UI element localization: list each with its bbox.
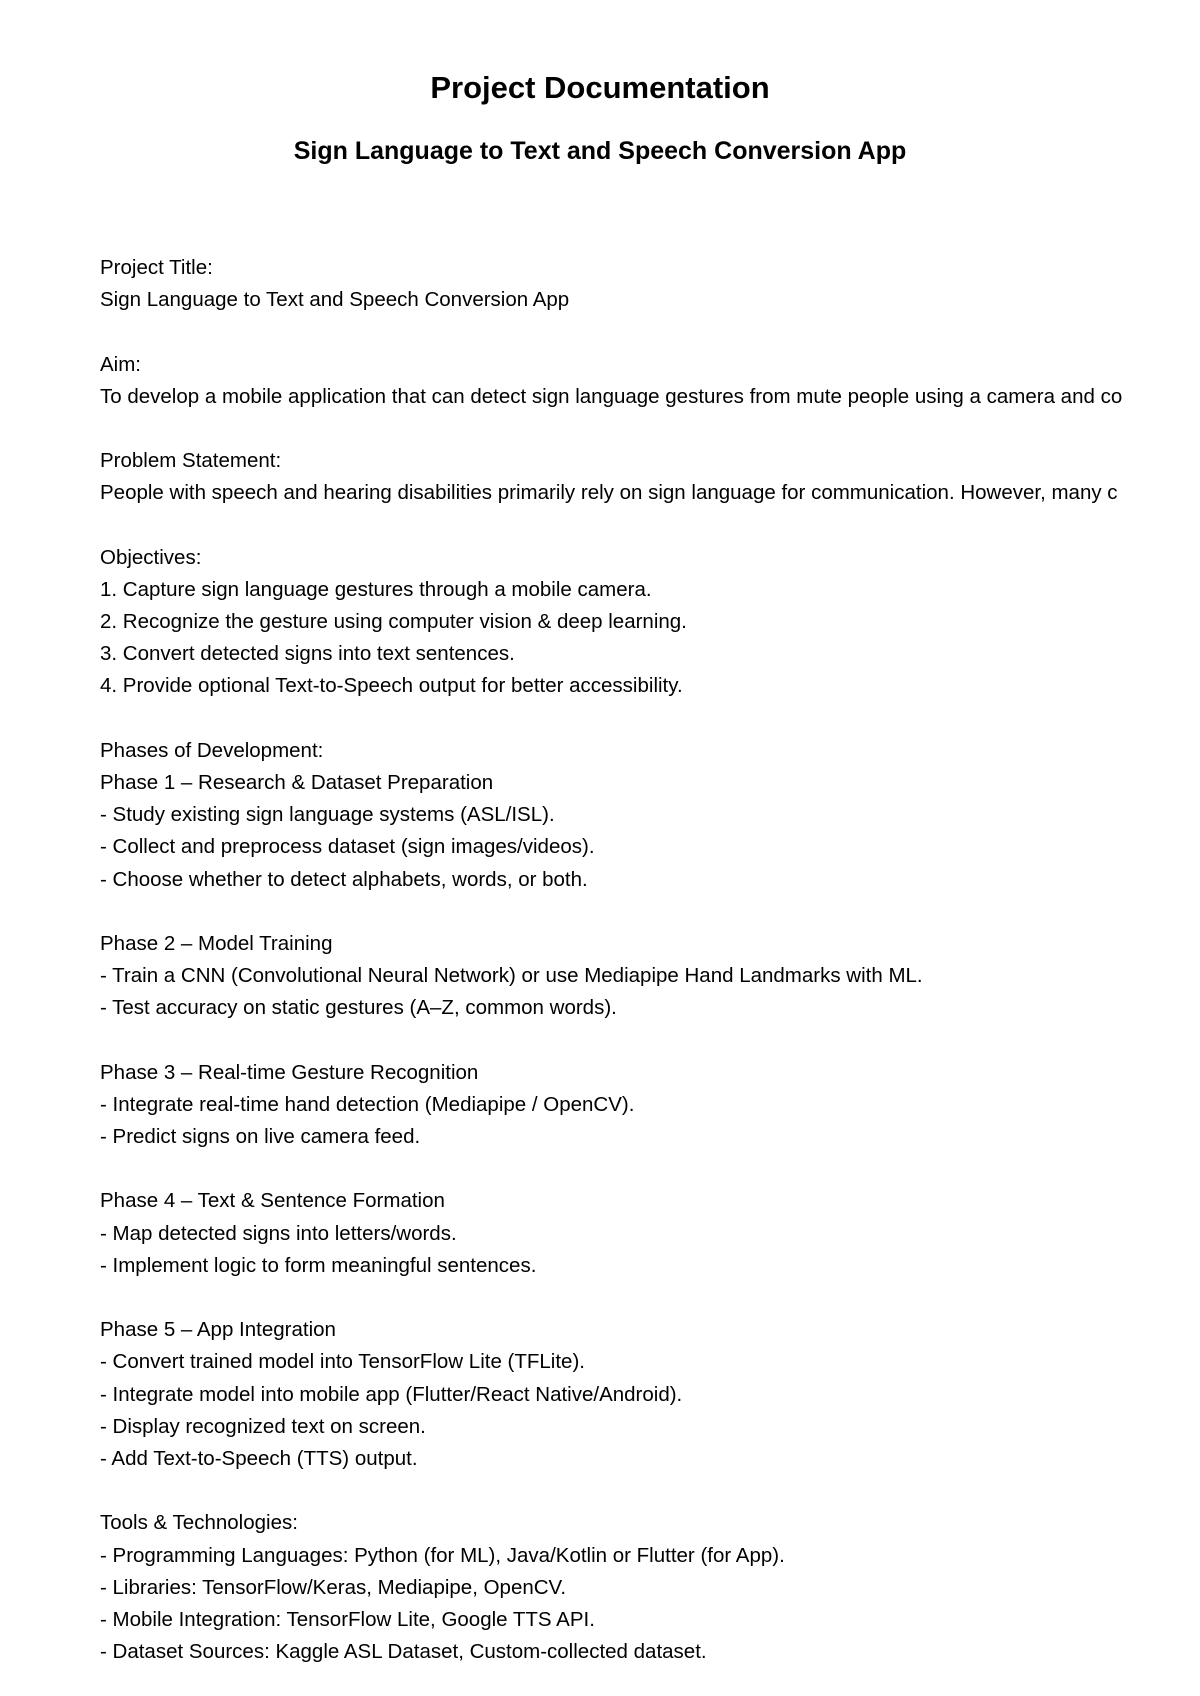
objective-item: 2. Recognize the gesture using computer vision & deep learning. [100,610,687,634]
tools-item: - Programming Languages: Python (for ML), Java/Kotlin or Flutter (for App). [100,1543,785,1567]
phase-item: - Test accuracy on static gestures (A–Z, common words). [100,996,617,1020]
section-gap [100,1475,1200,1507]
document-title: Project Documentation [430,70,770,105]
phase-title: Phase 2 – Model Training [100,931,333,955]
phases-label: Phases of Development: [100,738,324,762]
phase-item: - Map detected signs into letters/words. [100,1221,457,1245]
tools-label: Tools & Technologies: [100,1511,298,1535]
tools-item: - Mobile Integration: TensorFlow Lite, Google TTS API. [100,1607,595,1631]
section-gap [100,1025,1200,1057]
phase-item: - Choose whether to detect alphabets, words, or both. [100,867,588,891]
section-gap [100,510,1200,542]
phase-item: - Add Text-to-Speech (TTS) output. [100,1446,418,1470]
objective-item: 3. Convert detected signs into text sentences. [100,642,515,666]
phase-item: - Convert trained model into TensorFlow Lite (TFLite). [100,1350,585,1374]
document-subtitle: Sign Language to Text and Speech Conversion App [293,137,907,165]
objective-item: 1. Capture sign language gestures through a mobile camera. [100,577,652,601]
problem-statement-label: Problem Statement: [100,449,282,473]
phase-item: - Integrate model into mobile app (Flutter/React Native/Android). [100,1382,683,1406]
section-gap [100,316,1200,348]
section-gap [100,1153,1200,1185]
tools-item: - Dataset Sources: Kaggle ASL Dataset, Custom-collected dataset. [100,1640,707,1664]
phase-item: - Predict signs on live camera feed. [100,1125,421,1149]
phase-item: - Study existing sign language systems (ASL/ISL). [100,803,555,827]
problem-statement-text: People with speech and hearing disabilities primarily rely on sign language for communication. However, many c [100,481,1118,505]
section-gap [100,413,1200,445]
tools-item: - Libraries: TensorFlow/Keras, Mediapipe, OpenCV. [100,1575,567,1599]
section-gap [100,896,1200,928]
phase-title: Phase 1 – Research & Dataset Preparation [100,771,494,794]
phase-title: Phase 5 – App Integration [100,1318,336,1342]
phase-item: - Implement logic to form meaningful sentences. [100,1253,537,1277]
section-gap [100,703,1200,735]
phase-title: Phase 3 – Real-time Gesture Recognition [100,1060,479,1084]
aim-text: To develop a mobile application that can detect sign language gestures from mute people using a camera and co [100,384,1123,408]
phase-title: Phase 4 – Text & Sentence Formation [100,1189,445,1213]
objective-item: 4. Provide optional Text-to-Speech output for better accessibility. [100,674,683,698]
phase-item: - Integrate real-time hand detection (Mediapipe / OpenCV). [100,1092,635,1116]
section-gap [100,1282,1200,1314]
document-body [100,252,1200,1668]
phase-item: - Train a CNN (Convolutional Neural Network) or use Mediapipe Hand Landmarks with ML. [100,964,923,988]
aim-label: Aim: [100,352,141,376]
objectives-label: Objectives: [100,545,202,569]
phase-item: - Collect and preprocess dataset (sign images/videos). [100,835,595,859]
phase-item: - Display recognized text on screen. [100,1414,426,1438]
project-title-label: Project Title: [100,256,213,279]
project-title-value: Sign Language to Text and Speech Conversion App [100,288,570,312]
